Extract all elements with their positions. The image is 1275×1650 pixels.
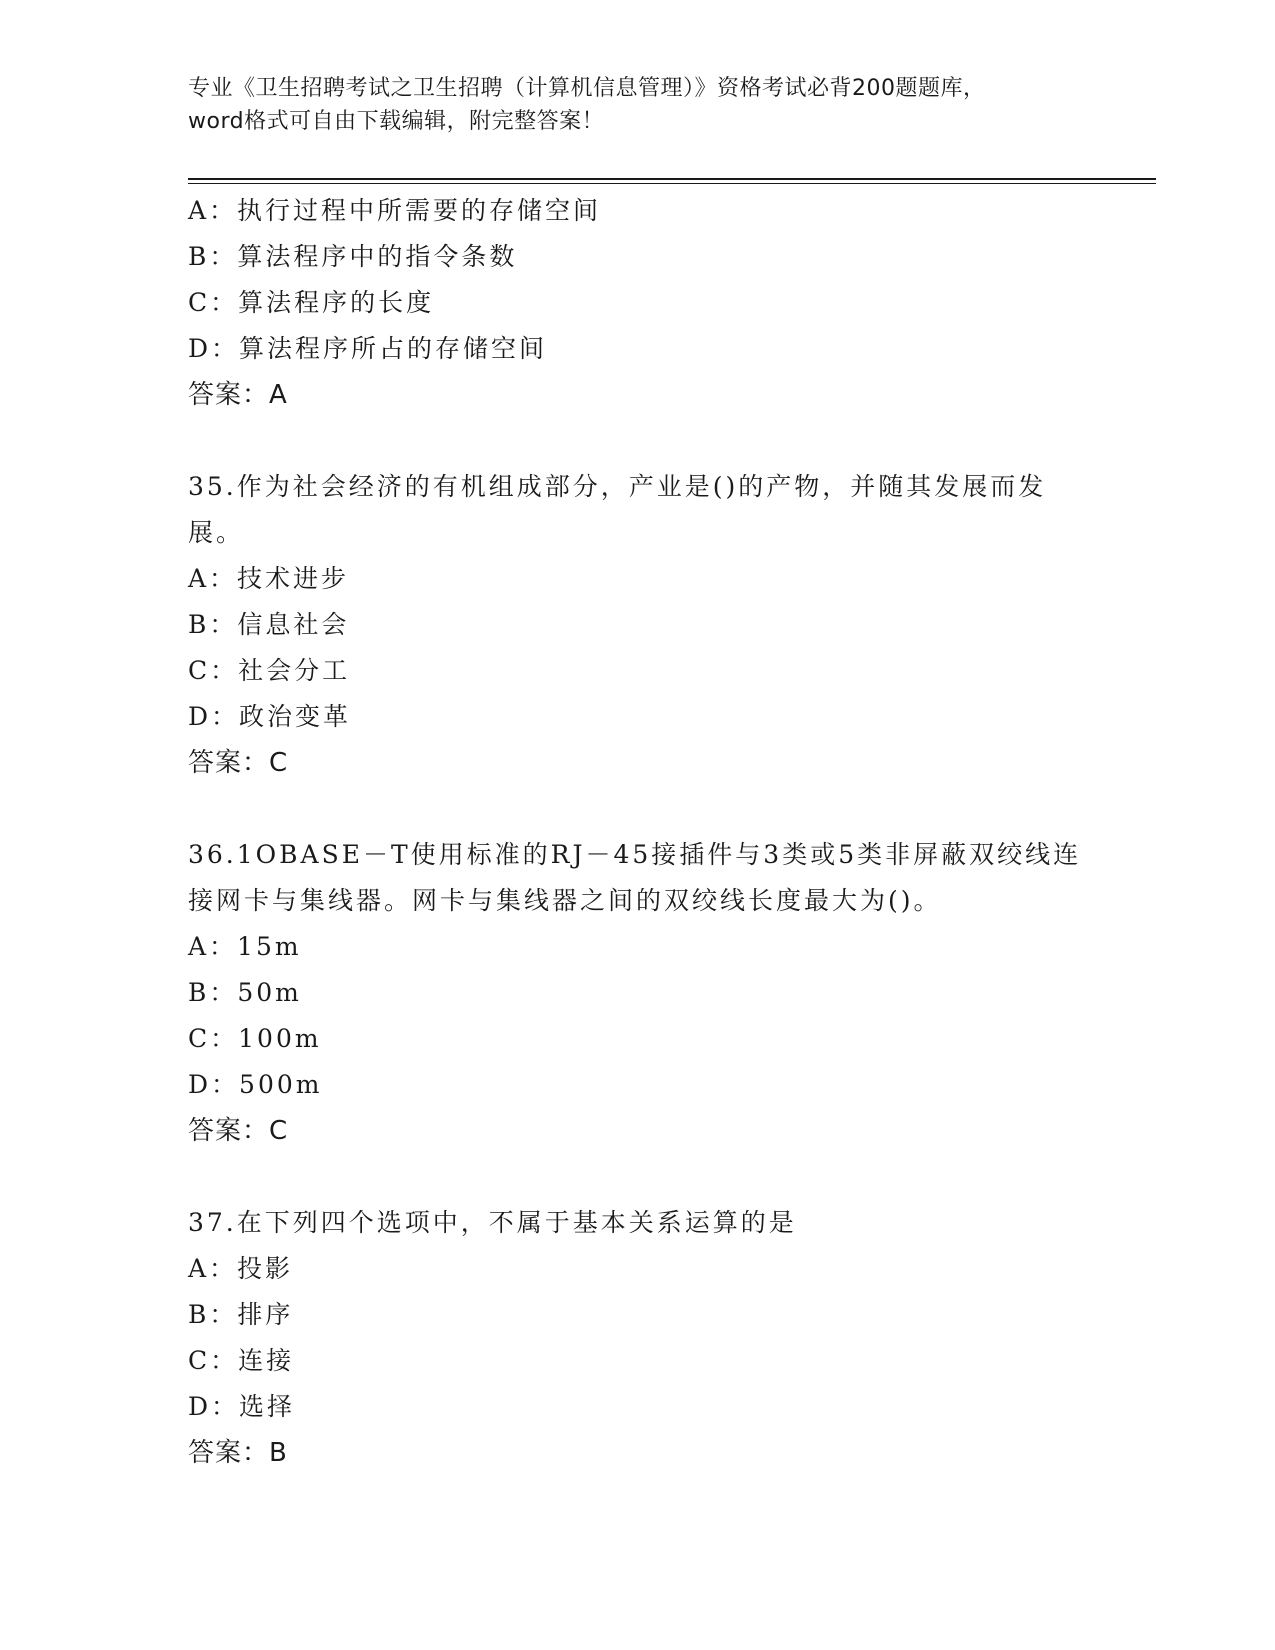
spacer — [188, 1154, 1088, 1200]
question-35 — [188, 464, 1088, 786]
answer: 答案：C — [188, 748, 289, 778]
option-b: B：信息社会 — [188, 610, 350, 639]
option-d: D：政治变革 — [188, 702, 352, 731]
header-divider-thick — [188, 178, 1156, 180]
option-b: B：算法程序中的指令条数 — [188, 242, 518, 271]
option-d: D：算法程序所占的存储空间 — [188, 334, 548, 363]
question-36 — [188, 832, 1088, 1154]
option-a: A：技术进步 — [188, 564, 350, 593]
header-divider-thin — [188, 183, 1156, 184]
option-a: A：投影 — [188, 1254, 294, 1283]
question-stem-line-2: 展。 — [188, 518, 245, 547]
document-header — [188, 72, 1088, 138]
answer: 答案：B — [188, 1438, 288, 1468]
question-stem-line-1: 36.1OBASE－T使用标准的RJ－45接插件与3类或5类非屏蔽双绞线连 — [188, 840, 1082, 869]
question-37 — [188, 1200, 1088, 1476]
option-c: C：100m — [188, 1024, 322, 1053]
option-a: A：15m — [188, 932, 302, 961]
option-a: A：执行过程中所需要的存储空间 — [188, 196, 602, 225]
spacer — [188, 418, 1088, 464]
answer: 答案：C — [188, 1116, 289, 1146]
question-stem-line-1: 35.作为社会经济的有机组成部分，产业是()的产物，并随其发展而发 — [188, 472, 1047, 501]
option-d: D：选择 — [188, 1392, 296, 1421]
option-c: C：算法程序的长度 — [188, 288, 435, 317]
option-c: C：社会分工 — [188, 656, 351, 685]
question-stem: 37.在下列四个选项中，不属于基本关系运算的是 — [188, 1208, 797, 1237]
question-stem-line-2: 接网卡与集线器。网卡与集线器之间的双绞线长度最大为()。 — [188, 886, 942, 915]
option-b: B：排序 — [188, 1300, 294, 1329]
question-34-tail — [188, 188, 1088, 418]
option-d: D：500m — [188, 1070, 323, 1099]
option-c: C：连接 — [188, 1346, 295, 1375]
answer: 答案：A — [188, 380, 288, 410]
spacer — [188, 786, 1088, 832]
option-b: B：50m — [188, 978, 302, 1007]
question-list — [188, 188, 1088, 1476]
header-title-line-2: word格式可自由下载编辑，附完整答案！ — [188, 109, 605, 134]
header-title-line-1: 专业《卫生招聘考试之卫生招聘（计算机信息管理）》资格考试必背200题题库， — [188, 76, 986, 101]
